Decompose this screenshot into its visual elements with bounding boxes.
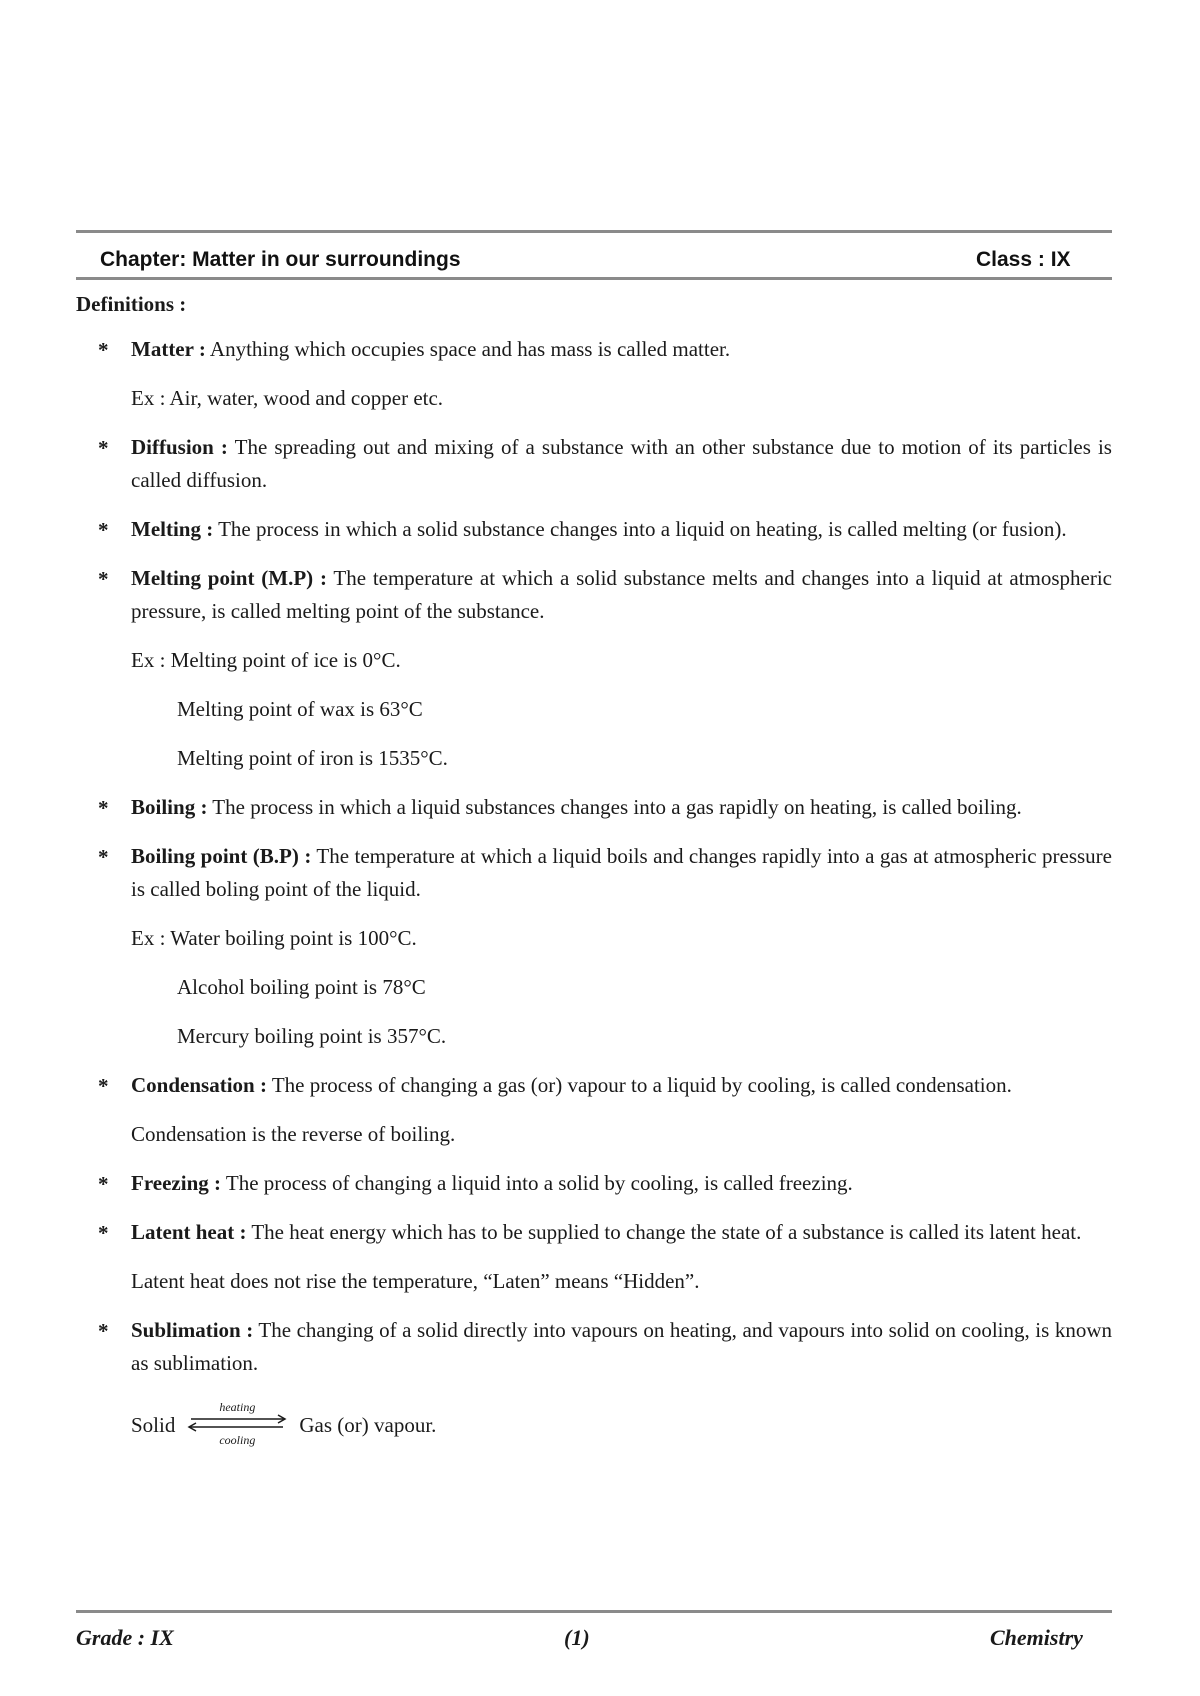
footer-subject: Chemistry — [990, 1625, 1083, 1650]
definition-text: The changing of a solid directly into vapours on heating, and vapours into solid on cooling, is known as sublimation. — [131, 1318, 1113, 1375]
definition-freezing — [76, 1167, 1112, 1200]
definition-term: Boiling point (B.P) : — [131, 844, 312, 868]
definition-text: The temperature at which a solid substance melts and changes into a liquid at atmospheric pressure, is called melting point of the substance. — [131, 566, 1112, 623]
bullet-marker: * — [98, 518, 109, 542]
equation-right: Gas (or) vapour. — [299, 1412, 437, 1437]
definition-text: The temperature at which a liquid boils and changes rapidly into a gas at atmospheric pressure is called boling point of the liquid. — [131, 844, 1112, 901]
bullet-marker: * — [98, 338, 109, 362]
double-arrow-icon — [185, 1414, 289, 1432]
definition-sublimation — [76, 1314, 1112, 1380]
definition-matter — [76, 333, 1112, 366]
example-melting-point-iron: Melting point of iron is 1535°C. — [177, 746, 448, 770]
footer-page-number: (1) — [564, 1625, 590, 1650]
bullet-marker: * — [98, 1319, 109, 1343]
definition-text: The process of changing a gas (or) vapour to a liquid by cooling, is called condensation. — [266, 1073, 1012, 1097]
definition-text: Anything which occupies space and has mass is called matter. — [205, 337, 731, 361]
definition-melting — [76, 513, 1112, 546]
definition-term: Melting : — [131, 517, 214, 541]
footer-grade: Grade : IX — [76, 1625, 174, 1650]
definition-term: Condensation : — [131, 1073, 267, 1097]
bullet-marker: * — [98, 1172, 109, 1196]
arrow-top-label: heating — [219, 1400, 256, 1414]
equation-left: Solid — [131, 1412, 176, 1437]
bullet-marker: * — [98, 436, 109, 460]
reversible-arrow — [185, 1400, 289, 1450]
arrow-bottom-label: cooling — [219, 1433, 256, 1447]
example-melting-point-wax: Melting point of wax is 63°C — [177, 697, 423, 721]
definition-term: Freezing : — [131, 1171, 221, 1195]
definition-term: Melting point (M.P) : — [131, 566, 327, 590]
footer-rule — [76, 1610, 1112, 1613]
definition-term: Matter : — [131, 337, 206, 361]
definition-diffusion — [76, 431, 1112, 497]
definition-term: Sublimation : — [131, 1318, 254, 1342]
sublimation-equation — [76, 1400, 1112, 1450]
bullet-marker: * — [98, 1221, 109, 1245]
example-boiling-point-alcohol: Alcohol boiling point is 78°C — [177, 975, 426, 999]
class-label: Class : IX — [976, 248, 1071, 271]
definition-latent-heat — [76, 1216, 1112, 1249]
definition-melting-point — [76, 562, 1112, 628]
header-top-rule — [76, 230, 1112, 233]
definition-boiling — [76, 791, 1112, 824]
definition-text: The process in which a solid substance changes into a liquid on heating, is called melting (or fusion). — [213, 517, 1067, 541]
header-bottom-rule — [76, 277, 1112, 280]
example-matter: Ex : Air, water, wood and copper etc. — [131, 386, 444, 410]
definition-text: The spreading out and mixing of a substance with an other substance due to motion of its particles is called diffusion. — [131, 435, 1112, 492]
definition-term: Boiling : — [131, 795, 208, 819]
definition-condensation — [76, 1069, 1112, 1102]
condensation-note: Condensation is the reverse of boiling. — [131, 1122, 456, 1146]
example-melting-point-ice: Ex : Melting point of ice is 0°C. — [131, 648, 401, 672]
definition-text: The heat energy which has to be supplied to change the state of a substance is called its latent heat. — [246, 1220, 1082, 1244]
definition-text: The process in which a liquid substances changes into a gas rapidly on heating, is called boiling. — [207, 795, 1022, 819]
bullet-marker: * — [98, 567, 109, 591]
latent-heat-note: Latent heat does not rise the temperature, “Laten” means “Hidden”. — [131, 1269, 700, 1293]
example-boiling-point-water: Ex : Water boiling point is 100°C. — [131, 926, 417, 950]
bullet-marker: * — [98, 796, 109, 820]
chapter-title: Chapter: Matter in our surroundings — [100, 248, 461, 271]
bullet-marker: * — [98, 845, 109, 869]
definition-text: The process of changing a liquid into a solid by cooling, is called freezing. — [221, 1171, 853, 1195]
definition-term: Latent heat : — [131, 1220, 247, 1244]
example-boiling-point-mercury: Mercury boiling point is 357°C. — [177, 1024, 447, 1048]
definition-term: Diffusion : — [131, 435, 228, 459]
definition-boiling-point — [76, 840, 1112, 906]
definitions-list — [76, 333, 1112, 1450]
section-title: Definitions : — [76, 292, 187, 316]
bullet-marker: * — [98, 1074, 109, 1098]
